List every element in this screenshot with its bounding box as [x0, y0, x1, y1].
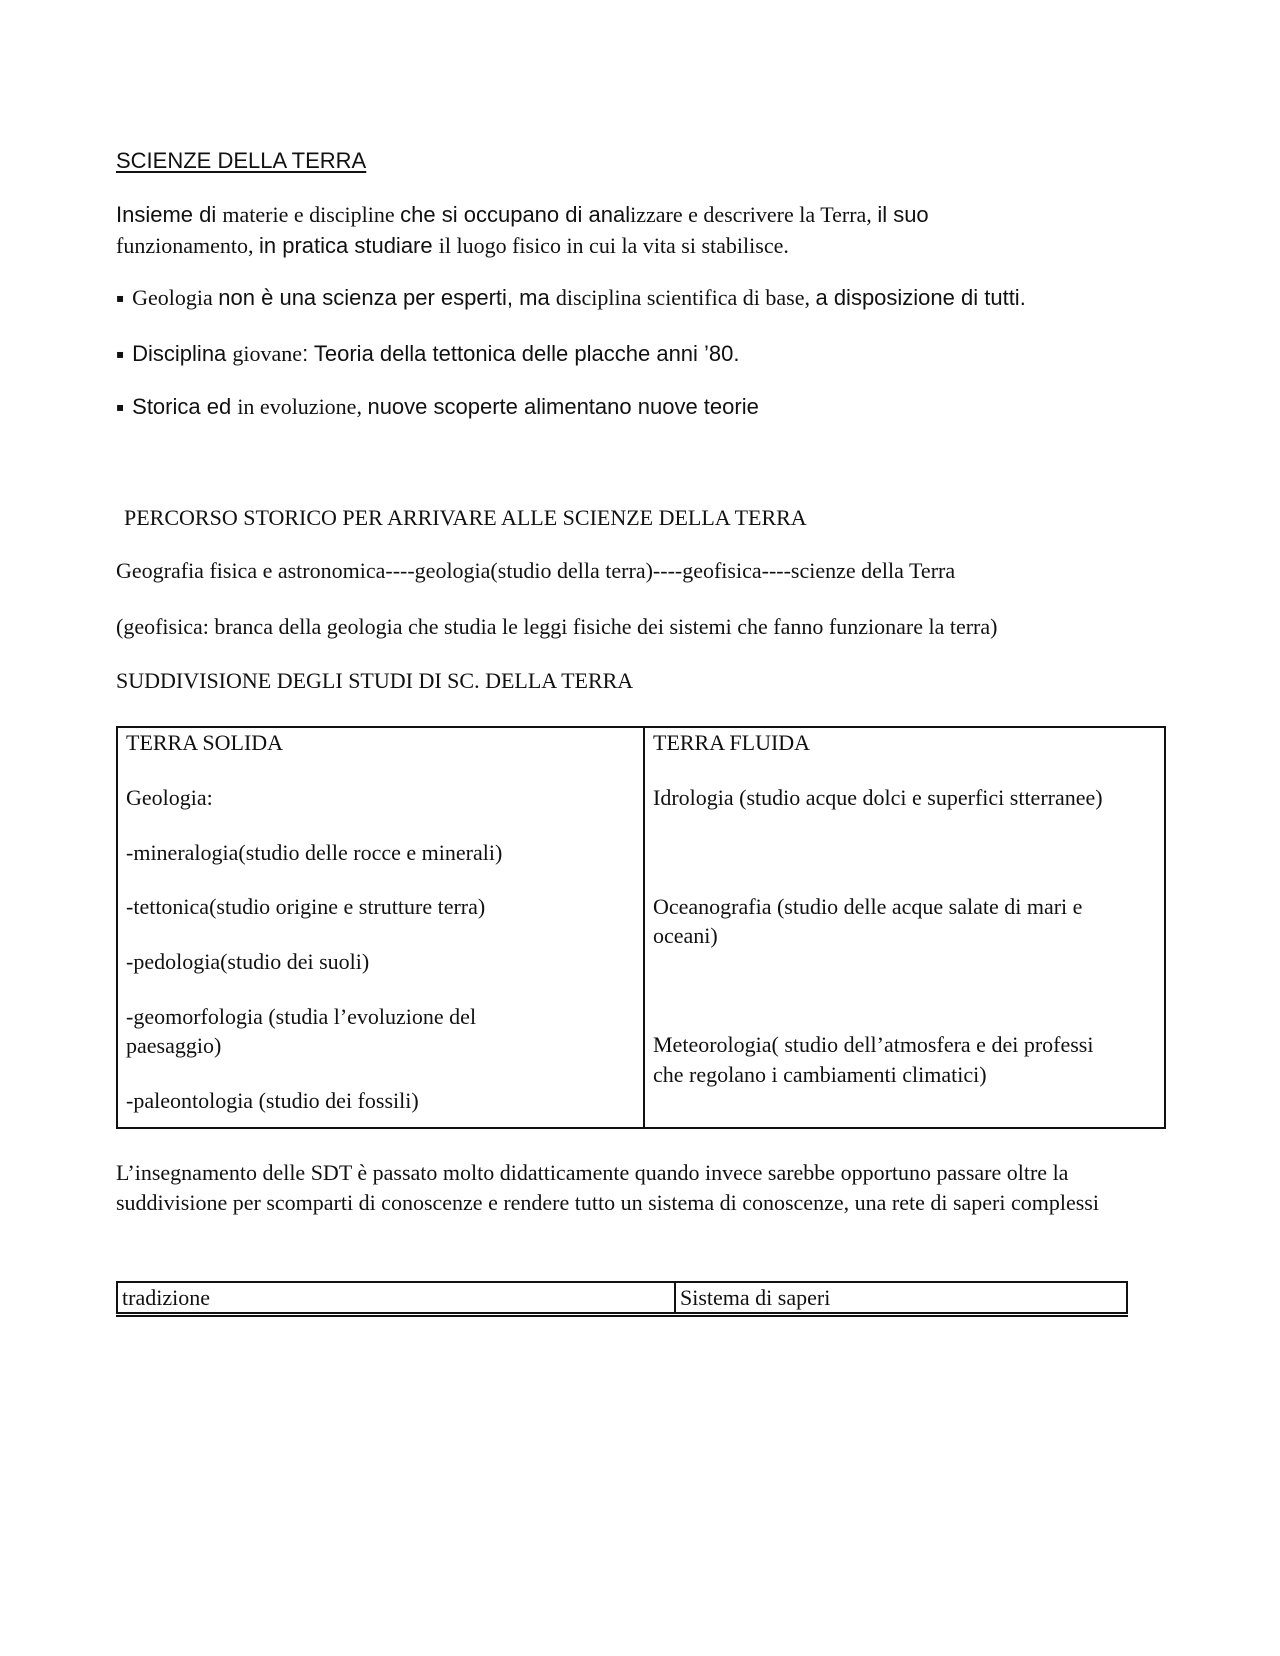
table-header: TERRA SOLIDA: [126, 730, 284, 755]
subdivision-heading: SUDDIVISIONE DEGLI STUDI DI SC. DELLA TERRA: [116, 668, 634, 693]
table-item: oceani): [653, 923, 718, 948]
bullet-text: Storica ed: [132, 394, 238, 419]
bullet-square-icon: ▪: [116, 399, 125, 414]
teaching-paragraph: L’insegnamento delle SDT è passato molto didatticamente quando invece sarebbe opportuno passare oltre la suddivisione per scomparti di conoscenze e rendere tutto un sistema di conoscenze, una rete di saperi complessi: [116, 1160, 1099, 1215]
comparison-cell-right: Sistema di saperi: [675, 1282, 1127, 1315]
bullet-text: a disposizione di tutti.: [815, 285, 1026, 310]
table-item: Meteorologia( studio dell’atmosfera e dei professi: [653, 1032, 1094, 1057]
intro-text: materie e discipline: [222, 202, 401, 227]
table-header: TERRA FLUIDA: [653, 730, 811, 755]
bullet-item: [116, 285, 1026, 311]
comparison-table: [116, 1281, 1128, 1317]
bullet-text: Geologia: [132, 285, 219, 310]
table-item: Oceanografia (studio delle acque salate di mari e: [653, 894, 1083, 919]
table-item: -paleontologia (studio dei fossili): [126, 1088, 419, 1113]
table-item: -tettonica(studio origine e strutture terra): [126, 894, 486, 919]
terra-fluida-cell: [644, 727, 1165, 1128]
comparison-cell-left: tradizione: [122, 1285, 210, 1310]
table-item: -geomorfologia (studia l’evoluzione del: [126, 1004, 477, 1029]
bullet-text: Disciplina: [132, 341, 233, 366]
bullet-item: [116, 394, 759, 420]
bullet-text: : Teoria della tettonica delle placche anni ’80.: [302, 341, 740, 366]
bullet-text: in evoluzione,: [237, 394, 368, 419]
table-item: -pedologia(studio dei suoli): [126, 949, 370, 974]
bullet-text: non è una scienza per esperti, ma: [218, 285, 556, 310]
section-heading: PERCORSO STORICO PER ARRIVARE ALLE SCIENZE DELLA TERRA: [124, 505, 807, 530]
intro-text: il suo: [877, 202, 929, 227]
page-title: SCIENZE DELLA TERRA: [116, 148, 367, 173]
geofisica-note: (geofisica: branca della geologia che studia le leggi fisiche dei sistemi che fanno funzionare la terra): [116, 614, 998, 639]
bullet-text: giovane: [232, 341, 303, 366]
table-item: paesaggio): [126, 1033, 222, 1058]
intro-text: in pratica studiare: [258, 233, 439, 258]
bullet-text: nuove scoperte alimentano nuove teorie: [367, 394, 759, 419]
intro-text: izzare e descrivere la Terra,: [630, 202, 878, 227]
bullet-square-icon: ▪: [116, 290, 125, 305]
intro-text: funzionamento,: [116, 233, 259, 258]
intro-text: Insieme di: [116, 202, 223, 227]
terra-solida-cell: [117, 727, 644, 1128]
bullet-item: [116, 341, 740, 367]
bullet-square-icon: ▪: [116, 346, 125, 361]
table-subheader: Geologia:: [126, 785, 213, 810]
bullet-text: disciplina scientifica di base,: [555, 285, 816, 310]
intro-paragraph: [116, 199, 1116, 261]
intro-text: che si occupano di anal: [400, 202, 631, 227]
subdivision-table: [116, 726, 1166, 1129]
table-item: che regolano i cambiamenti climatici): [653, 1062, 987, 1087]
table-item: Idrologia (studio acque dolci e superfici stterranee): [653, 785, 1103, 810]
history-path-line: Geografia fisica e astronomica----geologia(studio della terra)----geofisica----scienze della Terra: [116, 558, 956, 583]
table-item: -mineralogia(studio delle rocce e minerali): [126, 840, 503, 865]
intro-text: il luogo fisico in cui la vita si stabilisce.: [438, 233, 789, 258]
